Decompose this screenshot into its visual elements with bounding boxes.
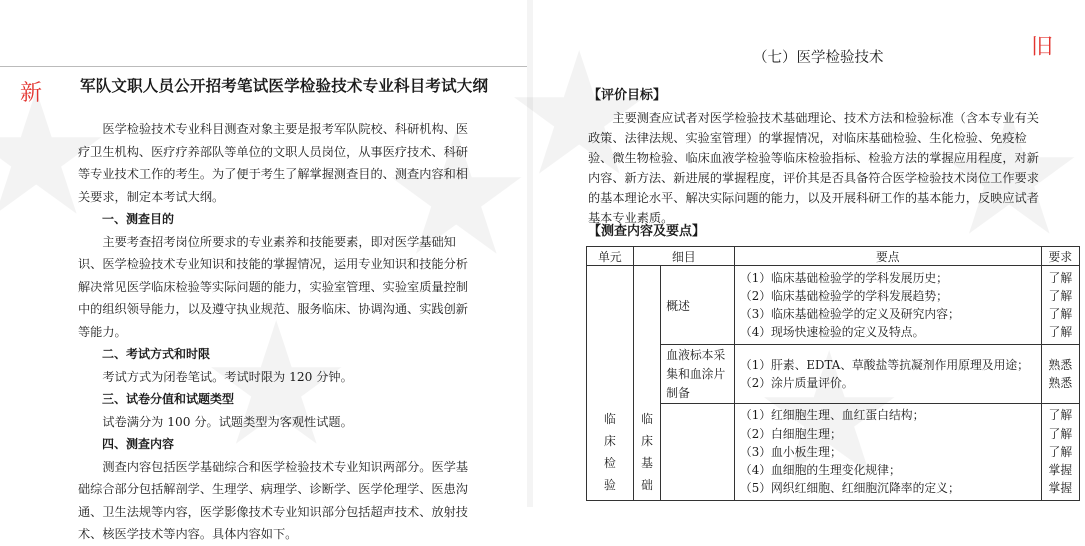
old-tag: 旧 [1031,35,1054,60]
table-header-row [587,247,1080,266]
item-cell: 血液标本采集和血涂片制备 [661,345,735,404]
content-heading: 【测查内容及要点】 [588,224,706,239]
right-page-old [533,0,1080,507]
section-paragraph: 考试方式为闭卷笔试。考试时限为 120 分钟。 [102,369,353,384]
goal-paragraph: 主要测查应试者对医学检验技术基础理论、技术方法和检验标准（含本专业有关政策、法律法规、实验室管理）的掌握情况，对临床基础检验、生化检验、免疫检验、微生物检验、临床血液学检验等临床检验指标、检验方法的掌握应用程度，对新内容、新方法、新进展的掌握程度，评价其是否具备符合医学检验技术岗位工作要求的基本理论水平、解决实际问题的能力，以及开展科研工作的基本能力，反映应试者基本专业素质。 [588,111,1039,225]
header-points: 要点 [734,247,1041,266]
requirement-cell: 了解 了解 了解 掌握 掌握 [1041,404,1079,501]
section-paragraph: 试卷满分为 100 分。试题类型为客观性试题。 [102,414,353,429]
section-heading: 一、测查目的 [102,212,175,226]
unit-cell [587,266,634,501]
left-page-new [0,0,527,541]
section-paragraph: 测查内容包括医学基础综合和医学检验技术专业知识两部分。医学基础综合部分包括解剖学、生理学、病理学、诊断学、医学伦理学、医患沟通、卫生法规等内容，医学影像技术专业知识部分包括超声技术、放射技术、核医学技术等内容。具体内容如下。 [78,459,469,541]
item-cell: 概述 [661,266,735,345]
header-rule [0,66,527,67]
section-title: （七）医学检验技术 [753,50,884,66]
points-cell: （1）红细胞生理、血红蛋白结构； （2）白细胞生理； （3）血小板生理； （4）血细胞的生理变化规律； （5）网织红细胞、红细胞沉降率的定义； [734,404,1041,501]
section-heading: 二、考试方式和时限 [102,347,211,361]
requirement-cell: 了解 了解 了解 了解 [1041,266,1079,345]
content-table [586,246,1080,501]
header-item: 细目 [633,247,734,266]
requirement-cell: 熟悉 熟悉 [1041,345,1079,404]
goal-heading: 【评价目标】 [588,88,667,103]
table-row [587,404,1080,501]
intro-paragraph: 医学检验技术专业科目测查对象主要是报考军队院校、科研机构、医疗卫生机构、医疗疗养部队等单位的文职人员岗位，从事医疗技术、科研等专业技术工作的考生。为了便于考生了解掌握测查目的、测查内容和相关要求，制定本考试大纲。 [78,122,469,204]
new-tag: 新 [20,81,43,106]
header-unit: 单元 [587,247,634,266]
section-paragraph: 主要考查招考岗位所要求的专业素养和技能要素，即对医学基础知识、医学检验技术专业知识和技能的掌握情况，运用专业知识和技能分析解决常见医学临床检验等实际问题的能力，实验室管理、实验室质量控制中的组织领导能力，以及遵守执业规范、服务临床、协调沟通、实践创新等能力。 [78,234,468,339]
points-cell: （1）临床基础检验学的学科发展历史； （2）临床基础检验学的学科发展趋势； （3）临床基础检验学的定义及研究内容； （4）现场快速检验的定义及特点。 [734,266,1041,345]
page-title: 军队文职人员公开招考笔试医学检验技术专业科目考试大纲 [80,76,489,95]
item-cell [661,404,735,501]
points-cell: （1）肝素、EDTA、草酸盐等抗凝剂作用原理及用途； （2）涂片质量评价。 [734,345,1041,404]
table-row [587,345,1080,404]
unit-label: 临床检验 [603,412,616,492]
section-heading: 四、测查内容 [102,437,175,451]
table-row [587,266,1080,345]
document-body [78,118,470,546]
header-requirement: 要求 [1041,247,1079,266]
section-heading: 三、试卷分值和试题类型 [102,392,235,406]
sub-unit-label: 临床基础 [641,412,653,492]
sub-unit-cell [633,266,661,501]
